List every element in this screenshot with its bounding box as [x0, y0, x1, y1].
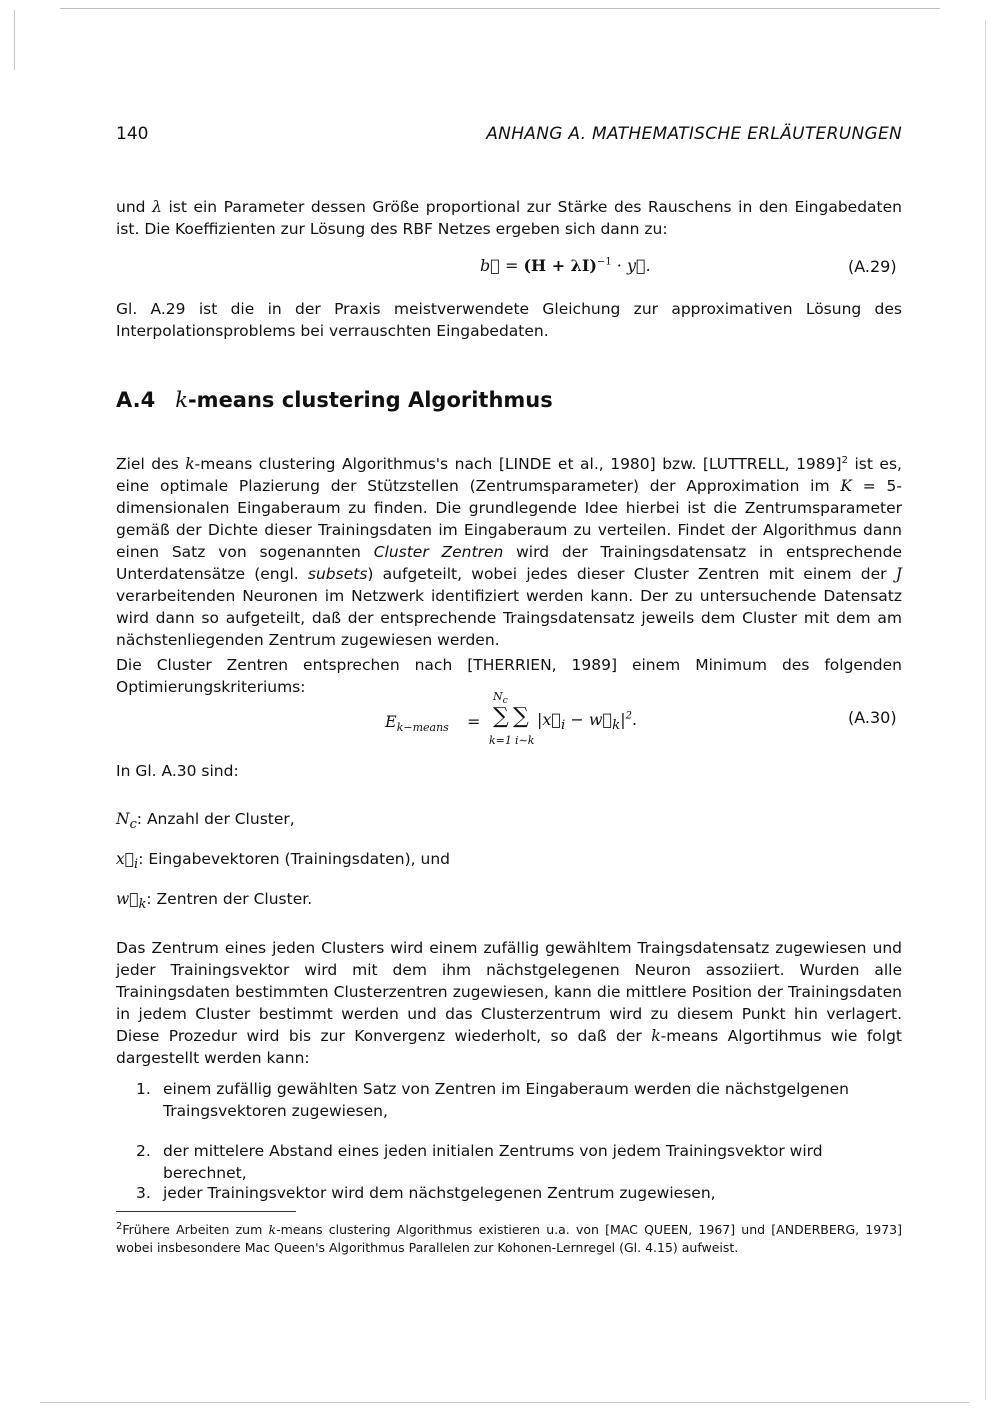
list-item [136, 1182, 902, 1204]
eq30-body [537, 710, 637, 733]
paragraph-after-eq29: Gl. A.29 ist die in der Praxis meistverwendete Gleichung zur approximativen Lösung des Interpolationsproblems bei verrauschten Eingabedaten. [116, 300, 902, 340]
list-text: einem zufällig gewählten Satz von Zentren im Eingaberaum werden die nächstgelgenen Traingsvektoren zugewiesen, [163, 1080, 849, 1120]
footnote-mark: 2 [116, 1221, 123, 1232]
eq29-matrix: (H + λI) [523, 256, 597, 275]
para1-text-6: ) aufgeteilt, wobei jedes dieser Cluster Zentren mit einem der [367, 565, 896, 584]
eq30-label: (A.30) [848, 708, 897, 727]
eq30-w: − w⃗ [565, 710, 613, 729]
footnote [116, 1218, 902, 1257]
eq29-rhs-end: · y⃗. [616, 256, 651, 275]
eq30-sum1-lower: k=1 [489, 734, 512, 747]
def-subscript: i [134, 857, 139, 873]
definition-xi [116, 850, 450, 872]
def-text: : Anzahl der Cluster, [136, 810, 295, 828]
eq29-exponent: −1 [596, 256, 612, 268]
intro-paragraph [116, 196, 902, 240]
footnote-ref: 2 [841, 455, 848, 466]
footnote-k: k [268, 1222, 277, 1238]
para1-K: K [840, 477, 852, 496]
equation-a30 [385, 690, 745, 760]
para1-text-2: -means clustering Algorithmus's nach [LINDE et al., 1980] bzw. [LUTTRELL, 1989] [194, 455, 842, 474]
scan-edge-top [60, 8, 940, 9]
eq30-E: E [385, 712, 397, 731]
equation-a29 [480, 256, 651, 275]
def-symbol: N [116, 810, 130, 828]
scan-edge-right [985, 20, 986, 1400]
eq30-bar: | [620, 710, 626, 729]
def-text: : Zentren der Cluster. [146, 890, 313, 908]
lambda-symbol: λ [152, 198, 162, 216]
eq30-x: |x⃗ [537, 710, 562, 729]
para1-J: J [895, 565, 902, 584]
footnote-text-2: -means clustering Algorithmus existieren u.a. von [MAC QUEEN, 1967] und [ANDERBERG, 1973] wobei insbesondere Mac Queen's Algorithmus Parallelen zur Kohonen-Lernregel (Gl. 4.15) aufweist. [116, 1222, 902, 1256]
eq30-equals: = [467, 712, 481, 731]
para1-text-1: Ziel des [116, 455, 179, 474]
para1-cluster-zentren: Cluster Zentren [373, 543, 504, 562]
eq30-Nc-sub: c [502, 695, 508, 707]
eq30-lhs [385, 712, 449, 734]
eq30-sub: k−means [396, 721, 449, 735]
paragraph-procedure [116, 937, 902, 1069]
eq30-Nc: N [493, 690, 503, 703]
def-text: : Eingabevektoren (Trainingsdaten), und [138, 850, 450, 868]
section-k: k [175, 388, 188, 412]
list-text: der mittelere Abstand eines jeden initialen Zentrums von jedem Trainingsvektor wird berechnet, [163, 1142, 823, 1182]
eq30-dot: . [632, 710, 638, 729]
para1-k: k [185, 455, 195, 474]
eq29-equals: = [504, 256, 519, 275]
def-symbol: x⃗ [116, 850, 135, 868]
para3-text-1: Das Zentrum eines jeden Clusters wird einem zufällig gewähltem Traingsdatensatz zugewiesen und jeder Trainingsvektor wird mit dem ihm nächstgelegenen Neuron assoziiert. Wurden alle Trainingsdaten bestimmten Clusterzentren zugewiesen, kann die mittlere Position der Trainingsdaten in jedem Cluster bestimmt werden und das Clusterzentrum wird zu diesem Punkt hin verlagert. Diese Prozedur wird bis zur Konvergenz wiederholt, so daß der [116, 939, 902, 1045]
def-subscript: c [129, 817, 137, 833]
list-item [136, 1140, 902, 1184]
in-gl-label: In Gl. A.30 sind: [116, 762, 239, 780]
page-number: 140 [116, 124, 149, 144]
section-number: A.4 [116, 388, 156, 412]
eq30-sum2: ∑ [513, 704, 529, 729]
def-symbol: w⃗ [116, 890, 139, 908]
running-title: ANHANG A. MATHEMATISCHE ERLÄUTERUNGEN [486, 124, 902, 144]
para1-text-3: ist es, eine optimale Plazierung der Stützstellen (Zentrumsparameter) der Approximation im [116, 455, 902, 496]
definition-wk [116, 890, 312, 912]
list-number: 3. [136, 1184, 151, 1202]
def-subscript: k [138, 897, 147, 913]
intro-text-rest: ist ein Parameter dessen Größe proportional zur Stärke des Rauschens in den Eingabedaten ist. Die Koeffizienten zur Lösung des RBF Netzes ergeben sich dann zu: [116, 198, 902, 238]
para1-text-7: verarbeitenden Neuronen im Netzwerk identifiziert werden kann. Der zu untersuchende Datensatz wird dann so aufgeteilt, daß der entsprechende Traingsdatensatz jeweils dem Cluster mit dem am nächstenliegenden Zentrum zugewiesen werden. [116, 587, 902, 650]
scan-edge-left [14, 10, 15, 70]
paragraph-kmeans-goal [116, 450, 902, 651]
list-item [136, 1078, 902, 1122]
footnote-separator [116, 1211, 296, 1212]
eq30-sum1: ∑ [493, 704, 509, 729]
eq30-x-sub: i [561, 718, 566, 734]
scan-edge-bottom [40, 1402, 970, 1403]
eq29-lhs: b⃗ [480, 256, 500, 275]
section-heading [116, 388, 553, 412]
eq30-square: 2 [625, 710, 632, 722]
para3-k: k [651, 1027, 661, 1045]
eq29-label: (A.29) [848, 257, 897, 276]
section-title: -means clustering Algorithmus [187, 388, 553, 412]
para1-text-5: wird der Trainingsdatensatz in entsprechende Unterdatensätze (engl. [116, 543, 903, 584]
para1-subsets: subsets [307, 565, 368, 584]
footnote-text-1: Frühere Arbeiten zum [122, 1222, 269, 1238]
list-text: jeder Trainingsvektor wird dem nächstgelegenen Zentrum zugewiesen, [163, 1184, 716, 1202]
intro-text-start: und [116, 198, 146, 216]
definition-nc [116, 810, 295, 832]
list-number: 2. [136, 1142, 151, 1160]
paragraph-optimization: Die Cluster Zentren entsprechen nach [THERRIEN, 1989] einem Minimum des folgenden Optimierungskriteriums: [116, 656, 902, 696]
list-number: 1. [136, 1080, 151, 1098]
eq30-sum2-lower: i∼k [515, 734, 535, 747]
para3-text-2: -means Algortihmus wie folgt dargestellt werden kann: [116, 1027, 902, 1067]
para1-text-4: = 5-dimensionalen Eingaberaum zu finden. Die grundlegende Idee hierbei ist die Zentrumsparameter gemäß der Dichte dieser Trainingsdaten im Eingaberaum zu verteilen. Findet der Algorithmus dann einen Satz von sogenannten [116, 477, 903, 562]
eq30-w-sub: k [612, 718, 621, 734]
